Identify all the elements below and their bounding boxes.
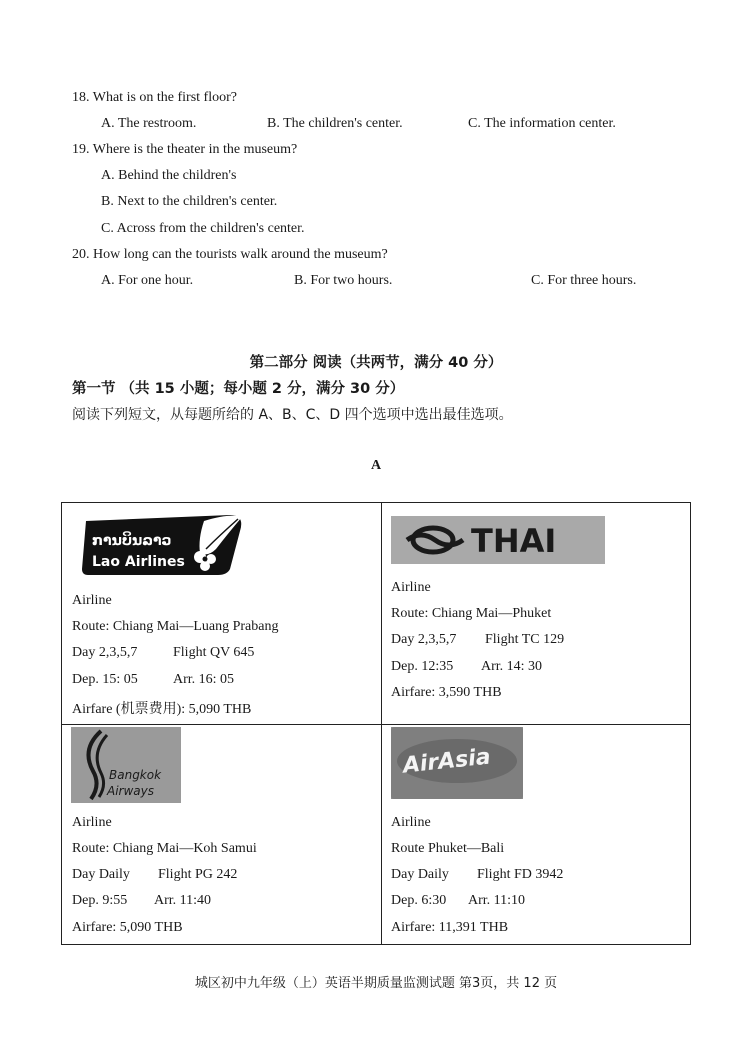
airasia-days: Day Daily	[391, 867, 449, 882]
airasia-arrival: Arr. 11:10	[468, 893, 526, 908]
airasia-route: Route Phuket—Bali	[391, 841, 505, 856]
thai-airfare: Airfare: 3,590 THB	[391, 685, 502, 700]
question-19-option-a: A. Behind the children's	[101, 168, 237, 183]
bangkok-airways-logo	[71, 727, 181, 803]
lao-departure: Dep. 15: 05	[72, 672, 138, 687]
lao-flight: Flight QV 645	[173, 645, 255, 660]
airasia-logo-text: AirAsia	[401, 744, 492, 779]
airline-table	[61, 502, 691, 945]
thai-departure: Dep. 12:35	[391, 659, 454, 674]
bangkok-arrival: Arr. 11:40	[154, 893, 212, 908]
section-instruction: 阅读下列短文，从每题所给的 A、B、C、D 四个选项中选出最佳选项。	[72, 407, 513, 423]
question-19-option-c: C. Across from the children's center.	[101, 221, 305, 236]
bangkok-type: Airline	[72, 815, 112, 830]
bangkok-airways-logo-line2: Airways	[107, 784, 154, 798]
thai-flight: Flight TC 129	[485, 632, 565, 647]
airline-cell-airasia	[382, 725, 690, 944]
question-19-stem: 19. Where is the theater in the museum?	[72, 142, 298, 157]
lao-arrival: Arr. 16: 05	[173, 672, 235, 687]
lao-days: Day 2,3,5,7	[72, 645, 138, 660]
airasia-flight: Flight FD 3942	[477, 867, 564, 882]
thai-airways-logo-text: THAI	[471, 522, 557, 560]
question-18-option-c: C. The information center.	[468, 116, 616, 131]
lao-type: Airline	[72, 593, 112, 608]
section-title: 第二部分 阅读（共两节，满分 40 分）	[249, 355, 503, 371]
passage-label: A	[370, 458, 382, 473]
bangkok-departure: Dep. 9:55	[72, 893, 128, 908]
airasia-airfare: Airfare: 11,391 THB	[391, 920, 509, 935]
bangkok-airways-logo-line1: Bangkok	[109, 768, 162, 782]
question-20-stem: 20. How long can the tourists walk around the museum?	[72, 247, 388, 262]
bangkok-flight: Flight PG 242	[158, 867, 238, 882]
question-18-stem: 18. What is on the first floor?	[72, 90, 237, 105]
thai-days: Day 2,3,5,7	[391, 632, 457, 647]
page-footer: 城区初中九年级（上）英语半期质量监测试题 第3页，共 12 页	[194, 976, 558, 991]
question-19-option-b: B. Next to the children's center.	[101, 194, 278, 209]
lao-airlines-logo-script: ການບິນລາວ	[92, 533, 172, 549]
airasia-logo	[391, 727, 523, 799]
lao-airfare: Airfare (机票费用): 5,090 THB	[72, 702, 252, 717]
thai-route: Route: Chiang Mai—Phuket	[391, 606, 552, 621]
section-subtitle: 第一节 （共 15 小题；每小题 2 分，满分 30 分）	[72, 381, 405, 397]
bangkok-airfare: Airfare: 5,090 THB	[72, 920, 183, 935]
question-20-option-c: C. For three hours.	[531, 273, 637, 288]
airasia-type: Airline	[391, 815, 431, 830]
lao-airlines-logo	[80, 509, 250, 579]
thai-type: Airline	[391, 580, 431, 595]
airline-cell-thai	[382, 503, 690, 724]
question-20-option-a: A. For one hour.	[101, 273, 194, 288]
airline-cell-lao	[62, 503, 381, 724]
lao-route: Route: Chiang Mai—Luang Prabang	[72, 619, 279, 634]
airasia-departure: Dep. 6:30	[391, 893, 447, 908]
lao-airlines-logo-text: Lao Airlines	[92, 554, 185, 570]
bangkok-days: Day Daily	[72, 867, 130, 882]
question-18-option-a: A. The restroom.	[101, 116, 197, 131]
question-18-option-b: B. The children's center.	[267, 116, 403, 131]
airline-cell-bangkok	[62, 725, 381, 944]
bangkok-route: Route: Chiang Mai—Koh Samui	[72, 841, 257, 856]
thai-arrival: Arr. 14: 30	[481, 659, 543, 674]
thai-airways-logo	[391, 516, 605, 564]
question-20-option-b: B. For two hours.	[294, 273, 393, 288]
